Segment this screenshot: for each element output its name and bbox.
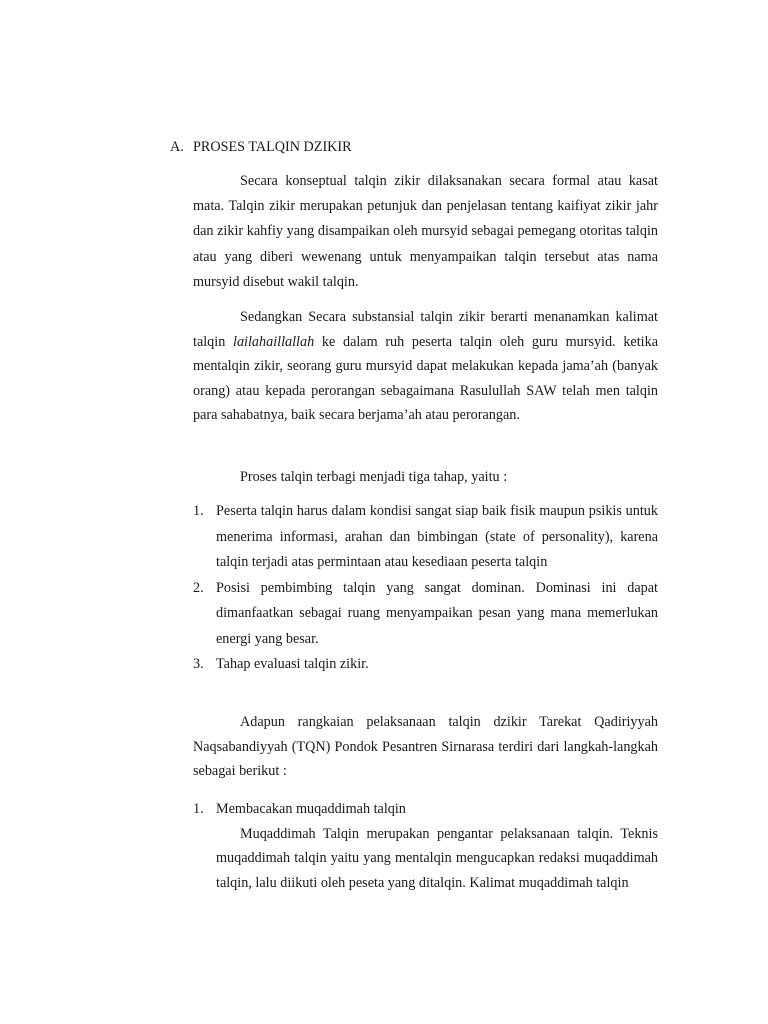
- list-item: [193, 652, 658, 678]
- paragraph-definition: Secara konseptual talqin zikir dilaksanakan secara formal atau kasat mata. Talqin zikir merupakan petunjuk dan penjelasan tentang kaifiyat zikir jahr dan zikir kahfiy yang disampaikan oleh mursyid sebagai pemegang otoritas talqin atau yang diberi wewenang untuk menyampaikan talqin tersebut atas nama mursyid disebut wakil talqin.: [193, 173, 658, 290]
- paragraph-substantial: [193, 305, 658, 428]
- list-text: Tahap evaluasi talqin zikir.: [216, 656, 369, 672]
- section-heading: [170, 138, 352, 156]
- list-item: [193, 499, 658, 576]
- list-text: Peserta talqin harus dalam kondisi sangat siap baik fisik maupun psikis untuk menerima informasi, arahan dan bimbingan (state of personality), karena talqin terjadi atas permintaan atau kesediaan peserta talqin: [216, 503, 658, 570]
- list-number: 2.: [193, 579, 204, 596]
- section-title: PROSES TALQIN DZIKIR: [193, 139, 352, 155]
- list-item-body: Muqaddimah Talqin merupakan pengantar pelaksanaan talqin. Teknis muqaddimah talqin yaitu yang mentalqin mengucapkan redaksi muqaddimah talqin, lalu diikuti oleh peseta yang ditalqin. Kalimat muqaddimah talqin: [216, 825, 658, 891]
- list-number: 1.: [193, 801, 204, 817]
- talqin-sentence-italic: lailahaillallah: [233, 333, 315, 350]
- list-text: Posisi pembimbing talqin yang sangat dominan. Dominasi ini dapat dimanfaatkan sebagai ruang menyampaikan pesan yang mana memerlukan energi yang besar.: [216, 579, 658, 647]
- procedure-list: [193, 797, 658, 895]
- paragraph-substantial-text-1: Sedangkan Secara substansial talqin zikir berarti menanamkan kalimat talqin: [193, 309, 658, 350]
- stages-list: [193, 499, 658, 678]
- paragraph-procedure-intro: Adapun rangkaian pelaksanaan talqin dzikir Tarekat Qadiriyyah Naqsabandiyyah (TQN) Pondok Pesantren Sirnarasa terdiri dari langkah-langkah sebagai berikut :: [193, 714, 658, 779]
- section-letter: A.: [170, 139, 184, 155]
- list-item: [193, 797, 658, 895]
- list-number: 3.: [193, 656, 204, 672]
- list-item: [193, 576, 658, 653]
- list-item-title: Membacakan muqaddimah talqin: [216, 801, 406, 817]
- list-number: 1.: [193, 503, 204, 519]
- paragraph-stages-intro: Proses talqin terbagi menjadi tiga tahap, yaitu :: [240, 469, 508, 485]
- paragraph-substantial-text-2: ke dalam ruh peserta talqin oleh guru mursyid. ketika mentalqin zikir, seorang guru mursyid dapat melakukan kepada jama’ah (banyak orang) atau kepada perorangan sebagaimana Rasulullah SAW telah men talqin para sahabatnya, baik secara berjama’ah atau perorangan.: [193, 333, 658, 423]
